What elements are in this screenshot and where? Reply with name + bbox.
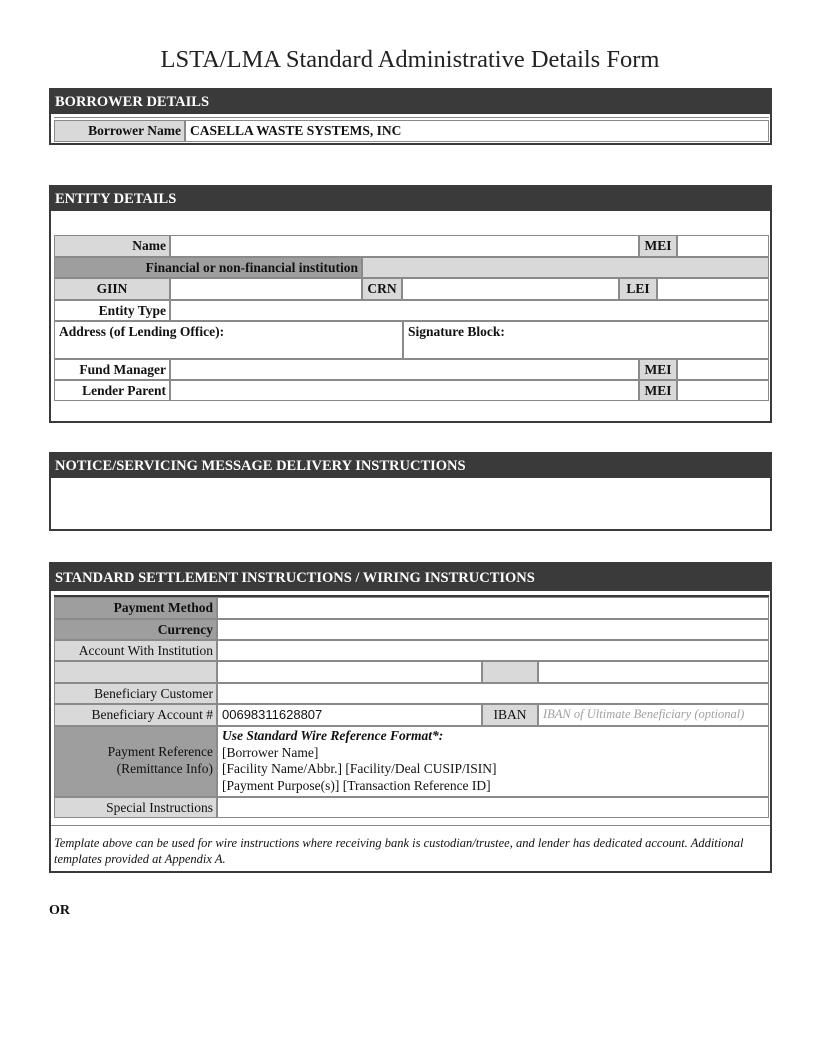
lender-parent-label: Lender Parent — [54, 380, 170, 401]
intermediary-field[interactable] — [217, 661, 482, 683]
notice-section — [49, 452, 772, 531]
special-instructions-field[interactable] — [217, 797, 769, 818]
entity-type-label: Entity Type — [54, 300, 170, 321]
or-label: OR — [49, 903, 70, 918]
notice-instructions-field[interactable] — [51, 478, 770, 529]
giin-label: GIIN — [54, 278, 170, 300]
beneficiary-customer-label: Beneficiary Customer — [54, 683, 217, 704]
borrower-name-field[interactable]: CASELLA WASTE SYSTEMS, INC — [185, 120, 769, 142]
lender-parent-mei-label: MEI — [639, 380, 677, 401]
special-instructions-label: Special Instructions — [54, 797, 217, 818]
payment-method-label: Payment Method — [54, 597, 217, 619]
beneficiary-account-field[interactable]: 00698311628807 — [217, 704, 482, 726]
crn-field[interactable] — [402, 278, 619, 300]
account-with-institution-field[interactable] — [217, 640, 769, 661]
fund-manager-mei-field[interactable] — [677, 359, 769, 380]
currency-field[interactable] — [217, 619, 769, 640]
fund-manager-label: Fund Manager — [54, 359, 170, 380]
lei-label: LEI — [619, 278, 657, 300]
page-title: LSTA/LMA Standard Administrative Details Form — [160, 46, 660, 73]
payment-reference-label-line2: (Remittance Info) — [116, 761, 213, 776]
currency-label: Currency — [54, 619, 217, 640]
entity-details-header: ENTITY DETAILS — [51, 187, 770, 211]
entity-details-section — [49, 185, 772, 423]
beneficiary-account-label: Beneficiary Account # — [54, 704, 217, 726]
beneficiary-customer-field[interactable] — [217, 683, 769, 704]
settlement-section — [49, 562, 772, 873]
payment-reference-label-line1: Payment Reference — [107, 744, 213, 759]
payment-reference-label — [54, 726, 217, 797]
intermediary-code-label-blank — [482, 661, 538, 683]
notice-header: NOTICE/SERVICING MESSAGE DELIVERY INSTRUCTIONS — [51, 454, 770, 478]
entity-name-label: Name — [54, 235, 170, 257]
entity-mei-field[interactable] — [677, 235, 769, 257]
giin-field[interactable] — [170, 278, 362, 300]
borrower-details-header: BORROWER DETAILS — [51, 90, 770, 114]
entity-type-field[interactable] — [170, 300, 769, 321]
template-note: Template above can be used for wire instructions where receiving bank is custodian/trustee, and lender has dedicated account. Additional templates provided at Appendix A. — [54, 836, 744, 866]
entity-name-field[interactable] — [170, 235, 639, 257]
fund-manager-mei-label: MEI — [639, 359, 677, 380]
address-field[interactable]: Address (of Lending Office): — [54, 321, 403, 359]
financial-institution-field[interactable] — [362, 257, 769, 278]
intermediary-code-field[interactable] — [538, 661, 769, 683]
account-with-institution-label: Account With Institution — [54, 640, 217, 661]
fund-manager-field[interactable] — [170, 359, 639, 380]
entity-mei-label: MEI — [639, 235, 677, 257]
settlement-header: STANDARD SETTLEMENT INSTRUCTIONS / WIRING INSTRUCTIONS — [51, 564, 770, 591]
ref-line-2: [Facility Name/Abbr.] [Facility/Deal CUSIP/ISIN] — [222, 761, 497, 776]
iban-field[interactable]: IBAN of Ultimate Beneficiary (optional) — [538, 704, 769, 726]
ref-line-3: [Payment Purpose(s)] [Transaction Reference ID] — [222, 777, 491, 793]
ref-format-title: Use Standard Wire Reference Format*: — [222, 728, 444, 743]
borrower-name-label: Borrower Name — [54, 120, 185, 142]
lender-parent-field[interactable] — [170, 380, 639, 401]
signature-block-field[interactable]: Signature Block: — [403, 321, 769, 359]
ref-line-1: [Borrower Name] — [222, 744, 319, 760]
financial-institution-label: Financial or non-financial institution — [54, 257, 362, 278]
lender-parent-mei-field[interactable] — [677, 380, 769, 401]
lei-field[interactable] — [657, 278, 769, 300]
iban-label: IBAN — [482, 704, 538, 726]
payment-method-field[interactable] — [217, 597, 769, 619]
borrower-details-section — [49, 88, 772, 145]
intermediary-label-blank — [54, 661, 217, 683]
crn-label: CRN — [362, 278, 402, 300]
payment-reference-field[interactable] — [217, 726, 769, 797]
